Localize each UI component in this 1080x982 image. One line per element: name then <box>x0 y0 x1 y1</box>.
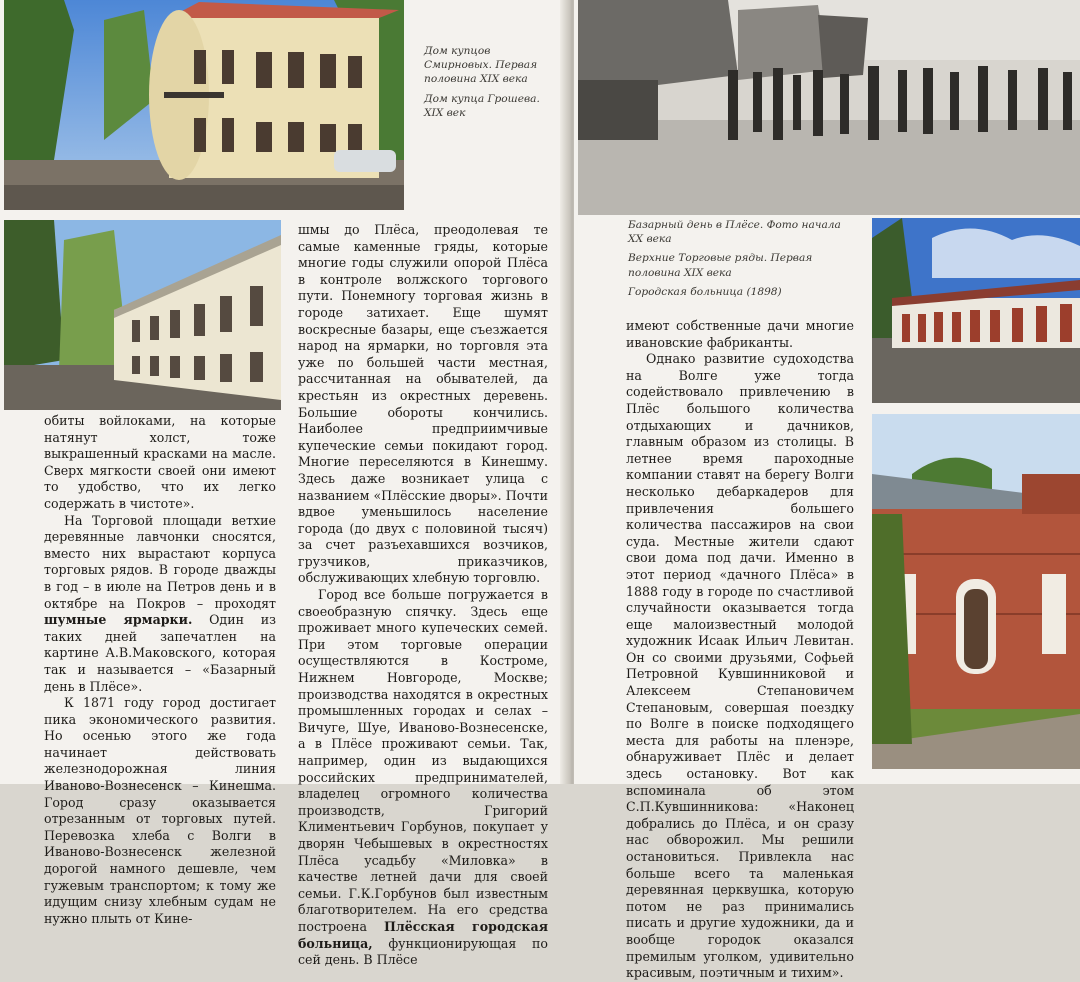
caption-groshev-house: Дом купца Грошева. XIX век <box>424 92 540 119</box>
caption-block-top-left <box>424 44 556 125</box>
paragraph <box>298 587 548 969</box>
caption-trade-rows: Верхние Торговые ряды. Первая половина XIX века <box>628 252 813 279</box>
bold-phrase: шумные ярмарки. <box>44 612 193 628</box>
caption-smirnov-house: Дом купцов Смирновых. Первая половина XIX века <box>424 45 538 86</box>
text-run: Город все больше погружается в своеобразную спячку. Здесь еще проживает много купеческих семей. При этом торговые операции осуществляются в Костроме, Нижнем Новгороде, Москве; производства находятся в окрестных промышленных городах и селах – Вичуге, Шуе, Иваново-Вознесенске, а в Плёсе проживают семьи. Так, например, один из выдающихся российских предпринимателей, владелец огромного количества производств, Григорий Климентьевич Горбунов, покупает у дворян Чебышевых в окрестностях Плёса усадьбу «Миловка» в качестве летней дачи для своей семьи. Г.К.Горбунов был известным благотворителем. На его средства построена <box>298 587 548 934</box>
caption-block-right <box>628 218 858 304</box>
paragraph: имеют собственные дачи многие ивановские фабриканты. <box>626 318 854 350</box>
left-column-2 <box>298 222 548 969</box>
paragraph: шмы до Плёса, преодолевая те самые каменные гряды, которые многие годы служили опорой Плёса в контроле волжского торгового пути. Понемногу торговая жизнь в городе затихает. Еще шумят воскресные базары, еще съезжается народ на ярмарки, но торговля эта уже по большей части местная, рассчитанная на обывателей, да крестьян из окрестных деревень. Большие обороты кончились. Наиболее предприимчивые купеческие семьи покидают город. Многие переселяются в Кинешму. Здесь даже возникает улица с названием «Плёсские дворы». Почти вдвое уменьшилось население города (до двух с половиной тысяч) за счет разъехавшихся возчиков, грузчиков, приказчиков, обслуживающих хлебную торговлю. <box>298 222 548 586</box>
photo-smirnov-house <box>4 0 404 210</box>
paragraph: Однако развитие судоходства на Волге уже тогда содействовало привлечению в Плёс большого количества отдыхающих и дачников, главным образом из столицы. В летнее время пароходные компании ставят на берегу Волги несколько дебаркадеров для привлечения большего количества пассажиров на свои суда. Местные жители сдают свои дома под дачи. Именно в этот период «дачного Плёса» в 1888 году в городе по счастливой случайности оказывается тогда еще малоизвестный молодой художник Исаак Ильич Левитан. Он со своими друзьями, Софьей Петровной Кувшинниковой и Алексеем Степановичем Степановым, совершая поездку по Волге в поиске подходящего места для работы на пленэре, обнаруживает Плёс и делает здесь остановку. Вот как вспоминала об этом С.П.Кувшинникова: «Наконец добрались до Плёса, и он сразу нас обворожил. Мы решили остановиться. Привлекла нас больше всего та маленькая деревянная церквушка, которую потом не раз принимались писать и другие художники, да и вообще городок оказался премилым уголком, удивительно красивым, поэтичным и тихим». <box>626 351 854 981</box>
right-page <box>574 0 1080 981</box>
right-column <box>626 318 854 982</box>
paragraph: К 1871 году город достигает пика экономического развития. Но осенью этого же года начинает действовать железнодорожная линия Иваново-Вознесенск – Кинешма. Город сразу оказывается отрезанным от торговых путей. Перевозка хлеба с Волги в Иваново-Вознесенск железной дорогой намного дешевле, чем гужевым транспортом; к тому же идущим снизу хлебным судам не нужно плыть от Кине- <box>44 695 276 926</box>
caption-city-hospital: Городская больница (1898) <box>628 285 782 298</box>
photo-groshev-house <box>4 220 281 410</box>
paragraph: обиты войлоками, на которые натянут холст, тоже выкрашенный красками на масле. Сверх мягкости своей они имеют то удобство, что их легко содержать в чистоте». <box>44 413 276 511</box>
photo-city-hospital <box>872 414 1080 769</box>
paragraph <box>44 513 276 696</box>
photo-bazaar-day <box>578 0 1080 215</box>
caption-bazaar-day: Базарный день в Плёсе. Фото начала XX века <box>628 219 841 246</box>
photo-upper-trade-rows <box>872 218 1080 403</box>
text-run: функционирующая по сей день. В Плёсе <box>298 935 548 968</box>
text-run: Один из таких дней запечатлен на картине А.В.Маковского, которая так и называется – «Базарный день в Плёсе». <box>44 612 276 694</box>
text-run: На Торговой площади ветхие деревянные лавчонки сносятся, вместо них вырастают корпуса торговых рядов. В городе дважды в год – в июле на Петров день и в октябре на Покров – проходят <box>44 512 276 611</box>
bold-phrase: Плёсская городская больница, <box>298 918 548 951</box>
left-column-1 <box>44 413 276 927</box>
